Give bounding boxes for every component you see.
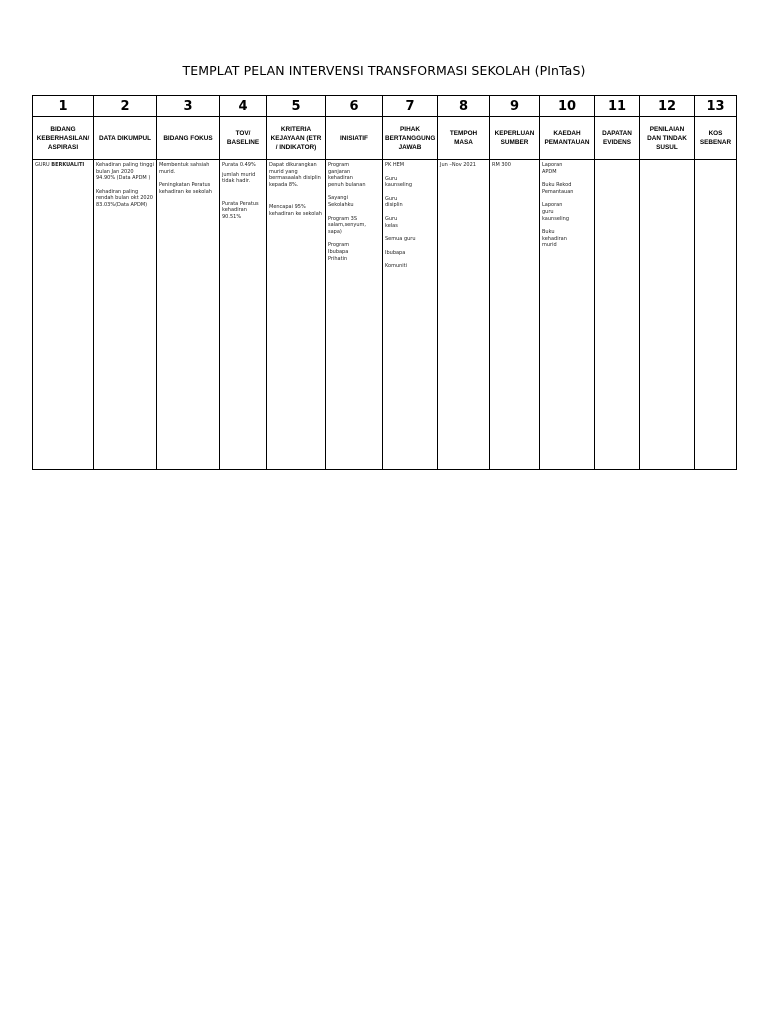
cell-tempoh-masa <box>438 160 490 470</box>
cell-baseline <box>220 160 267 470</box>
column-number: 11 <box>595 96 640 117</box>
column-number-row <box>33 96 737 117</box>
column-number: 10 <box>540 96 595 117</box>
column-number: 12 <box>640 96 695 117</box>
cell-text: Purata 0.49% <box>222 162 256 168</box>
cell-text: Ibubapa <box>385 249 406 256</box>
column-number: 6 <box>326 96 383 117</box>
cell-kos-sebenar <box>695 160 737 470</box>
column-header: KEPERLUAN SUMBER <box>490 117 540 160</box>
cell-text: PK HEM <box>385 162 405 168</box>
cell-text: Laporan APDM <box>542 162 563 175</box>
cell-text: Jun –Nov 2021 <box>440 162 476 168</box>
cell-text: jumlah murid tidak hadir. <box>222 171 256 185</box>
cell-text: Program ganjaran kehadiran penuh bulanan <box>328 162 366 188</box>
column-header-row <box>33 117 737 160</box>
cell-text: Komuniti <box>385 263 408 270</box>
cell-pihak-bertanggungjawab <box>383 160 438 470</box>
column-header: KAEDAH PEMANTAUAN <box>540 117 595 160</box>
cell-aspirasi <box>33 160 94 470</box>
column-header: BIDANG FOKUS <box>157 117 220 160</box>
table-row <box>33 160 737 470</box>
column-header: PENILAIAN DAN TINDAK SUSUL <box>640 117 695 160</box>
cell-dapatan-evidens <box>595 160 640 470</box>
aspirasi-bold: BERKUALITI <box>51 162 85 168</box>
column-number: 13 <box>695 96 737 117</box>
cell-text: RM 300 <box>492 162 511 168</box>
cell-text: Semua guru <box>385 236 416 243</box>
column-number: 4 <box>220 96 267 117</box>
column-header: DAPATAN EVIDENS <box>595 117 640 160</box>
column-number: 1 <box>33 96 94 117</box>
column-number: 3 <box>157 96 220 117</box>
column-header: DATA DIKUMPUL <box>94 117 157 160</box>
column-header: BIDANG KEBERHASILAN/ ASPIRASI <box>33 117 94 160</box>
cell-text: Purata Peratus kehadiran 90.51% <box>222 200 259 220</box>
cell-text: Laporan guru kaunseling <box>542 202 570 222</box>
column-header: TOV/ BASELINE <box>220 117 267 160</box>
intervention-plan-table <box>32 95 737 470</box>
cell-text: Guru kaunseling <box>385 175 413 189</box>
cell-inisiatif <box>326 160 383 470</box>
column-number: 7 <box>383 96 438 117</box>
cell-kriteria-kejayaan <box>267 160 326 470</box>
cell-text: Kehadiran paling rendah bulan okt 2020 83.03%(Data APDM) <box>96 188 153 208</box>
column-header: KRITERIA KEJAYAAN (ETR / INDIKATOR) <box>267 117 326 160</box>
cell-text: Guru kelas <box>385 215 398 229</box>
cell-text: Peningkatan Peratus kehadiran ke sekolah <box>159 182 212 195</box>
cell-text: Guru disiplin <box>385 195 403 209</box>
cell-keperluan-sumber <box>490 160 540 470</box>
cell-text: Sayangi Sekolahku <box>328 195 354 208</box>
cell-text: Dapat dikurangkan murid yang bermasaalah disiplin kepada 8%. <box>269 162 321 188</box>
cell-text: Kehadiran paling tinggi bulan Jan 2020 94.90% (Data APDM ) <box>96 162 154 182</box>
cell-data-dikumpul <box>94 160 157 470</box>
cell-penilaian <box>640 160 695 470</box>
column-number: 8 <box>438 96 490 117</box>
column-number: 2 <box>94 96 157 117</box>
page-title: TEMPLAT PELAN INTERVENSI TRANSFORMASI SEKOLAH (PInTaS) <box>182 63 586 78</box>
cell-text: Membentuk sahsiah murid. <box>159 162 210 175</box>
cell-text: Buku Rekod Pemantauan <box>542 182 574 195</box>
cell-text: Buku kehadiran murid <box>542 229 567 249</box>
cell-text: Mencapai 95% kehadiran ke sekolah <box>269 204 322 217</box>
cell-kaedah-pemantauan <box>540 160 595 470</box>
column-number: 5 <box>267 96 326 117</box>
cell-text: Program Ibubapa Prihatin <box>328 242 350 262</box>
cell-bidang-fokus <box>157 160 220 470</box>
column-number: 9 <box>490 96 540 117</box>
column-header: TEMPOH MASA <box>438 117 490 160</box>
column-header: INISIATIF <box>326 117 383 160</box>
column-header: KOS SEBENAR <box>695 117 737 160</box>
cell-text: Program 3S salam,senyum, sapa) <box>328 215 367 235</box>
aspirasi-prefix: GURU <box>35 162 52 168</box>
column-header: PIHAK BERTANGGUNG JAWAB <box>383 117 438 160</box>
